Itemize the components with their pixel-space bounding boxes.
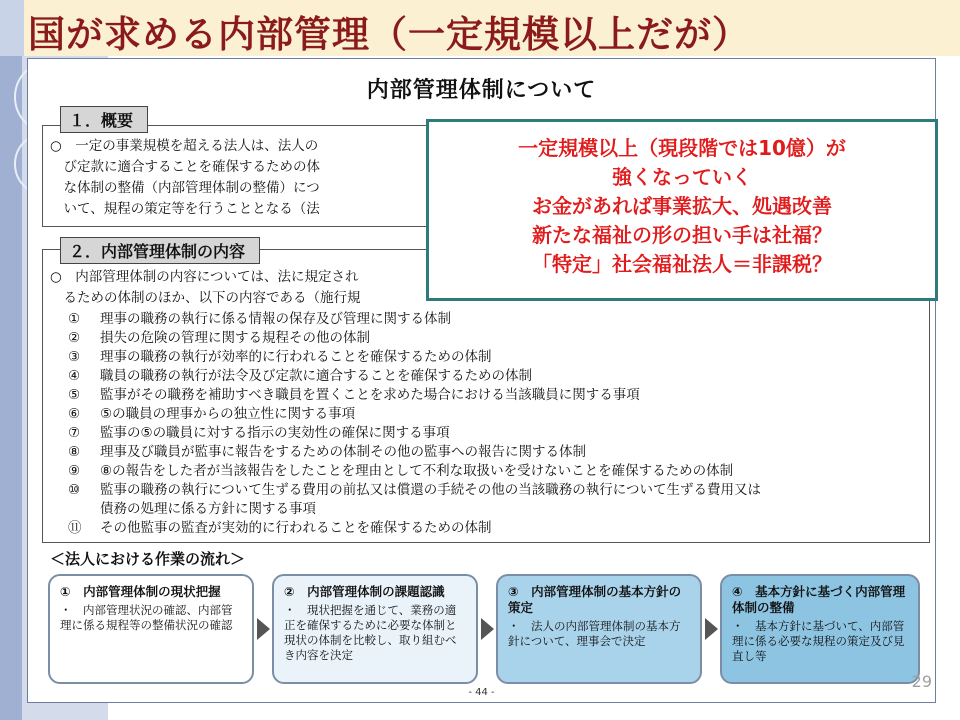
slide-number: 29	[911, 672, 932, 691]
flow-step-title: ④ 基本方針に基づく内部管理体制の整備	[732, 584, 906, 615]
document-title: 内部管理体制について	[366, 78, 597, 103]
section2-label: ２．内部管理体制の内容	[60, 237, 260, 264]
flow-arrow-icon	[257, 618, 270, 640]
section2-intro-line: ○ 内部管理体制の内容については、法に規定され	[50, 269, 359, 285]
flow-heading: ＜法人における作業の流れ＞	[50, 550, 246, 568]
flow-step-title: ② 内部管理体制の課題認識	[284, 584, 445, 599]
list-item: ⑪ その他監事の監査が実効的に行われることを確保するための体制	[68, 520, 492, 536]
flow-step-4	[720, 574, 920, 684]
flow-step-title: ③ 内部管理体制の基本方針の策定	[508, 584, 682, 615]
callout-line: 一定規模以上（現段階では10億）が	[518, 136, 846, 160]
list-item: ⑤ 監事がその職務を補助すべき職員を置くことを求めた場合における当該職員に関する事項	[68, 387, 640, 403]
flow-step-desc: ・ 内部管理状況の確認、内部管理に係る規程等の整備状況の確認	[60, 603, 233, 632]
list-item: ⑩ 監事の職務の執行について生ずる費用の前払又は償還の手続その他の当該職務の執行について生ずる費用又は	[68, 482, 761, 498]
list-item: ④ 職員の職務の執行が法令及び定款に適合することを確保するための体制	[68, 368, 532, 384]
list-item: ② 損失の危険の管理に関する規程その他の体制	[68, 330, 370, 346]
section1-line: いて、規程の策定等を行うこととなる（法	[50, 201, 320, 217]
list-item: ① 理事の職務の執行に係る情報の保存及び管理に関する体制	[68, 311, 451, 327]
flow-arrow-icon	[705, 618, 718, 640]
section2-intro-line: るための体制のほか、以下の内容である（施行規	[50, 290, 361, 306]
section1-line: び定款に適合することを確保するための体	[50, 159, 320, 175]
list-item: ③ 理事の職務の執行が効率的に行われることを確保するための体制	[68, 349, 492, 365]
list-item: ⑦ 監事の⑤の職員に対する指示の実効性の確保に関する事項	[68, 425, 450, 441]
callout-line: 強くなっていく	[612, 165, 752, 189]
flow-step-3	[496, 574, 702, 684]
flow-step-title: ① 内部管理体制の現状把握	[60, 584, 221, 599]
document-page-footer: - 44 -	[468, 687, 495, 698]
list-item: ⑧ 理事及び職員が監事に報告をするための体制その他の監事への報告に関する体制	[68, 444, 586, 460]
slide-title: 国が求める内部管理（一定規模以上だが）	[28, 13, 750, 56]
list-item: 債務の処理に係る方針に関する事項	[100, 501, 316, 517]
section1-line: な体制の整備（内部管理体制の整備）につ	[50, 180, 320, 196]
callout-line: 新たな福祉の形の担い手は社福？	[532, 223, 832, 247]
callout-line: 「特定」社会福祉法人＝非課税？	[532, 252, 832, 276]
flow-step-desc: ・ 現状把握を通じて、業務の適正を確保するために必要な体制と現状の体制を比較し、取り組むべき内容を決定	[284, 603, 457, 662]
list-item: ⑥ ⑤の職員の理事からの独立性に関する事項	[68, 406, 356, 422]
callout-line: お金があれば事業拡大、処遇改善	[532, 194, 832, 218]
list-item: ⑨ ⑧の報告をした者が当該報告をしたことを理由として不利な取扱いを受けないことを確保するための体制	[68, 463, 734, 479]
title-accent	[0, 0, 24, 56]
flow-step-desc: ・ 法人の内部管理体制の基本方針について、理事会で決定	[508, 619, 681, 648]
flow-step-1	[48, 574, 254, 684]
callout-box	[426, 119, 938, 301]
flow-step-desc: ・ 基本方針に基づいて、内部管理に係る必要な規程の策定及び見直し等	[732, 619, 905, 663]
section1-line: ○ 一定の事業規模を超える法人は、法人の	[50, 138, 319, 154]
section1-label: １．概要	[60, 106, 148, 133]
flow-step-2	[272, 574, 478, 684]
flow-arrow-icon	[481, 618, 494, 640]
